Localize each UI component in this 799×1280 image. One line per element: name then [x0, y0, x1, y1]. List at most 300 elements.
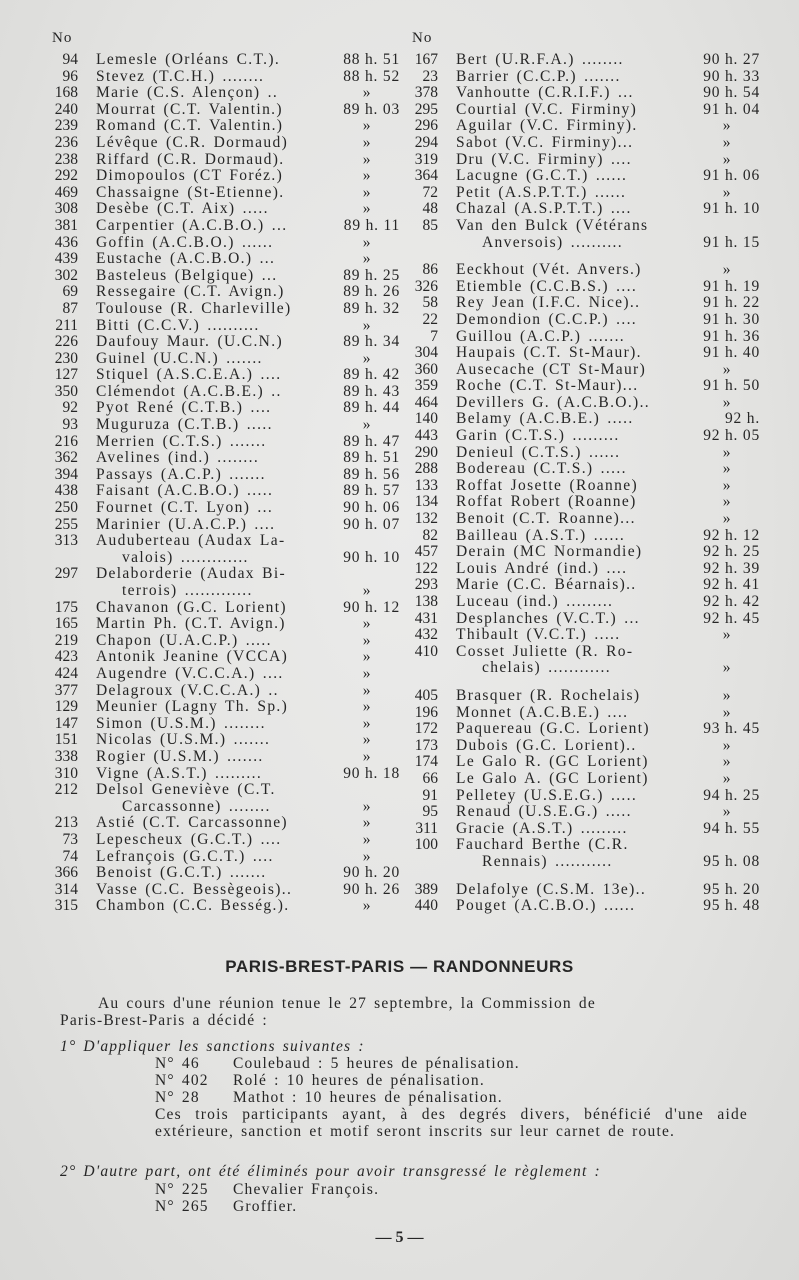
finish-time: 90 h. 20 [343, 864, 400, 882]
finish-time: 92 h. 42 [703, 593, 760, 610]
result-row [40, 898, 400, 915]
result-row [40, 135, 400, 152]
rider-number: 230 [54, 349, 78, 367]
rider-number: 23 [422, 67, 438, 85]
rider-number: 250 [54, 499, 78, 517]
rider-name-club: Martin Ph. (C.T. Avign.) [96, 616, 286, 633]
result-row [400, 262, 760, 279]
sanction-text: Coulebaud : 5 heures de pénalisation. [233, 1055, 520, 1072]
result-row [400, 329, 760, 346]
rider-name-club: Nicolas (U.S.M.) ....... [96, 732, 271, 749]
result-row [400, 69, 760, 86]
finish-time: 91 h. 04 [703, 100, 760, 118]
rider-number: 394 [54, 465, 78, 483]
finish-time: 94 h. 25 [703, 786, 760, 804]
rider-number: 240 [54, 100, 78, 118]
rider-number: 350 [54, 382, 78, 400]
result-row [40, 832, 400, 849]
finish-time: 94 h. 55 [703, 819, 760, 837]
rider-number: 364 [414, 167, 438, 185]
result-row [400, 511, 760, 528]
result-row [40, 384, 400, 401]
point-1-heading: 1° D'appliquer les sanctions suivantes : [60, 1038, 365, 1055]
rider-number: 96 [62, 67, 78, 85]
rider-number: 326 [414, 277, 438, 295]
finish-time: 91 h. 06 [703, 167, 760, 185]
sanction-text: Mathot : 10 heures de pénalisation. [233, 1089, 503, 1106]
finish-time: 91 h. 40 [703, 344, 760, 362]
rider-number: 423 [54, 648, 78, 666]
rider-number: 362 [54, 449, 78, 467]
rider-number: 338 [54, 747, 78, 765]
result-row-continuation [40, 583, 400, 600]
rider-number: 91 [422, 786, 438, 804]
rider-number: 92 [62, 399, 78, 417]
rider-club-continuation: Anversois) .......... [482, 234, 623, 251]
rider-number: 86 [422, 261, 438, 279]
finish-time: 95 h. 20 [703, 880, 760, 898]
rider-name-club: Vanhoutte (C.R.I.F.) ... [456, 85, 634, 102]
result-row [40, 118, 400, 135]
rider-name-club: Eustache (A.C.B.O.) ... [96, 251, 276, 268]
rider-number: 424 [54, 664, 78, 682]
finish-time: » [722, 803, 732, 821]
rider-name-club: Demondion (C.C.P.) .... [456, 311, 638, 328]
rider-name-club: Auduberteau (Audax La- [96, 533, 286, 550]
rider-number: 311 [415, 819, 438, 837]
rider-name-club: Courtial (V.C. Firminy) [456, 101, 638, 118]
result-row [40, 749, 400, 766]
finish-time: 89 h. 44 [343, 399, 400, 417]
results-column-left [40, 52, 400, 915]
finish-time: 92 h. 05 [703, 427, 760, 445]
result-row [400, 428, 760, 445]
rider-club-continuation: chelais) ............ [482, 660, 611, 677]
rider-name-club: Toulouse (R. Charleville) [96, 300, 292, 317]
result-row [400, 118, 760, 135]
finish-time: 95 h. 08 [703, 852, 760, 870]
number-placeholder [400, 854, 438, 871]
result-row [400, 688, 760, 705]
result-row [400, 185, 760, 202]
sanction-number: N° 46 [155, 1055, 200, 1072]
finish-time: » [362, 631, 372, 649]
sanction-text: Rolé : 10 heures de pénalisation. [233, 1072, 485, 1089]
result-row [400, 411, 760, 428]
result-row [40, 351, 400, 368]
finish-time: » [362, 681, 372, 699]
rider-name-club: Cosset Juliette (R. Ro- [456, 643, 634, 660]
result-row [400, 882, 760, 899]
rider-number: 127 [54, 366, 78, 384]
rider-name-club: Haupais (C.T. St-Maur). [456, 345, 642, 362]
result-row [40, 235, 400, 252]
finish-time: 90 h. 07 [343, 515, 400, 533]
result-row [400, 754, 760, 771]
rider-name-club: Lefrançois (G.C.T.) .... [96, 848, 274, 865]
rider-name-club: Lemesle (Orléans C.T.). [96, 52, 281, 68]
result-row [40, 185, 400, 202]
finish-time: » [362, 747, 372, 765]
finish-time: 91 h. 10 [703, 200, 760, 218]
finish-time: 89 h. 32 [343, 299, 400, 317]
rider-number: 296 [414, 117, 438, 135]
result-row [400, 611, 760, 628]
column-header-left: No [52, 30, 73, 46]
rider-number: 74 [62, 847, 78, 865]
result-row [400, 788, 760, 805]
rider-name-club: Devillers G. (A.C.B.O.).. [456, 394, 651, 411]
number-placeholder [400, 235, 438, 252]
rider-number: 213 [54, 814, 78, 832]
rider-number: 58 [422, 294, 438, 312]
number-placeholder [40, 550, 78, 567]
finish-time: 92 h. [725, 410, 760, 428]
result-row [40, 849, 400, 866]
rider-number: 174 [414, 753, 438, 771]
rider-name-club: Chambon (C.C. Besség.). [96, 898, 290, 915]
result-row [40, 467, 400, 484]
rider-number: 410 [414, 642, 438, 660]
finish-time: 91 h. 50 [703, 377, 760, 395]
rider-name-club: Thibault (V.C.T.) ..... [456, 627, 621, 644]
finish-time: 91 h. 15 [703, 233, 760, 251]
result-row [40, 434, 400, 451]
result-row [40, 367, 400, 384]
result-row [40, 865, 400, 882]
result-row [400, 494, 760, 511]
rider-name-club: Goffin (A.C.B.O.) ...... [96, 234, 274, 251]
result-row [40, 52, 400, 69]
rider-name-club: Derain (MC Normandie) [456, 544, 643, 561]
rider-number: 122 [414, 559, 438, 577]
rider-name-club: Pouget (A.C.B.O.) ...... [456, 898, 636, 915]
rider-number: 308 [54, 200, 78, 218]
result-row-continuation [40, 799, 400, 816]
finish-time: 91 h. 36 [703, 327, 760, 345]
rider-name-club: Chazal (A.S.P.T.T.) .... [456, 201, 632, 218]
rider-name-club: Fauchard Berthe (C.R. [456, 837, 629, 854]
result-row [40, 766, 400, 783]
result-row [400, 771, 760, 788]
rider-number: 82 [422, 526, 438, 544]
finish-time: » [722, 183, 732, 201]
result-row [40, 649, 400, 666]
rider-name-club: Simon (U.S.M.) ........ [96, 715, 266, 732]
result-row [400, 627, 760, 644]
rider-name-club: Marinier (U.A.C.P.) .... [96, 516, 276, 533]
rider-name-club: Vasse (C.C. Bessègeois).. [96, 881, 293, 898]
rider-name-club: Carpentier (A.C.B.O.) ... [96, 217, 288, 234]
rider-number: 255 [54, 515, 78, 533]
finish-time: » [722, 753, 732, 771]
rider-name-club: Meunier (Lagny Th. Sp.) [96, 699, 289, 716]
time-placeholder [334, 533, 400, 550]
result-row [400, 561, 760, 578]
result-row [40, 450, 400, 467]
result-row [40, 201, 400, 218]
rider-name-club: Bodereau (C.T.S.) ..... [456, 461, 627, 478]
column-header-right: No [412, 30, 433, 46]
finish-time: 89 h. 34 [343, 333, 400, 351]
result-row [40, 268, 400, 285]
result-row [40, 633, 400, 650]
rider-number: 295 [414, 100, 438, 118]
finish-time: 92 h. 39 [703, 559, 760, 577]
rider-number: 73 [62, 830, 78, 848]
result-row [40, 102, 400, 119]
rider-number: 138 [414, 593, 438, 610]
finish-time: » [362, 416, 372, 434]
rider-number: 378 [414, 84, 438, 102]
result-row [40, 533, 400, 550]
rider-number: 134 [414, 493, 438, 511]
eliminated-name: Chevalier François. [233, 1181, 380, 1198]
result-row [40, 517, 400, 534]
finish-time: » [722, 261, 732, 279]
finish-time: 92 h. 45 [703, 609, 760, 627]
rider-number: 440 [414, 897, 438, 915]
finish-time: » [722, 703, 732, 721]
result-row [40, 69, 400, 86]
eliminated-item [155, 1198, 379, 1215]
rider-number: 469 [54, 183, 78, 201]
rider-number: 22 [422, 310, 438, 328]
finish-time: 92 h. 41 [703, 576, 760, 594]
rider-number: 7 [430, 327, 438, 345]
result-row [400, 395, 760, 412]
result-row [40, 218, 400, 235]
result-row [400, 821, 760, 838]
result-row [40, 683, 400, 700]
rider-name-club: Fournet (C.T. Lyon) ... [96, 500, 274, 517]
finish-time: 90 h. 33 [703, 67, 760, 85]
finish-time: 88 h. 52 [343, 67, 400, 85]
rider-number: 297 [54, 565, 78, 583]
result-row [400, 644, 760, 661]
sanction-number: N° 402 [155, 1072, 209, 1089]
result-row [40, 152, 400, 169]
result-row [40, 716, 400, 733]
rider-name-club: Chassaigne (St-Etienne). [96, 184, 285, 201]
finish-time: » [722, 393, 732, 411]
rider-number: 315 [54, 897, 78, 915]
finish-time: » [362, 250, 372, 268]
intro-line-2: Paris-Brest-Paris a décidé : [60, 1012, 268, 1029]
rider-name-club: Daufouy Maur. (U.C.N.) [96, 334, 283, 351]
rider-name-club: Dimopoulos (CT Foréz.) [96, 168, 284, 185]
result-row [400, 478, 760, 495]
result-row [400, 738, 760, 755]
result-row [40, 301, 400, 318]
finish-time: » [362, 664, 372, 682]
rider-club-continuation: Carcassonne) ........ [122, 798, 271, 815]
eliminated-list [155, 1181, 379, 1215]
rider-number: 69 [62, 283, 78, 301]
rider-number: 85 [422, 216, 438, 234]
rider-number: 140 [414, 410, 438, 428]
result-row [40, 251, 400, 268]
finish-time: 89 h. 26 [343, 283, 400, 301]
rider-number: 216 [54, 432, 78, 450]
result-row [400, 312, 760, 329]
rider-name-club: Sabot (V.C. Firminy)... [456, 134, 634, 151]
result-row [40, 400, 400, 417]
rider-number: 211 [55, 316, 78, 334]
rider-number: 366 [54, 864, 78, 882]
result-row [40, 732, 400, 749]
finish-time: » [362, 830, 372, 848]
result-row-continuation [400, 660, 760, 677]
eliminated-name: Groffier. [233, 1198, 298, 1215]
result-row [40, 815, 400, 832]
rider-name-club: Merrien (C.T.S.) ....... [96, 433, 267, 450]
rider-number: 319 [414, 150, 438, 168]
rider-name-club: Avelines (ind.) ........ [96, 450, 260, 467]
finish-time: 95 h. 48 [703, 897, 760, 915]
result-row-continuation [40, 550, 400, 567]
rider-number: 438 [54, 482, 78, 500]
result-row [400, 362, 760, 379]
result-row-continuation [400, 854, 760, 871]
result-row [40, 85, 400, 102]
rider-number: 432 [414, 626, 438, 644]
rider-number: 292 [54, 167, 78, 185]
rider-name-club: Rey Jean (I.F.C. Nice).. [456, 295, 641, 312]
rider-number: 389 [414, 880, 438, 898]
result-row [40, 417, 400, 434]
result-row [400, 594, 760, 611]
rider-name-club: Antonik Jeanine (VCCA) [96, 649, 289, 666]
number-placeholder [40, 799, 78, 816]
finish-time: 92 h. 25 [703, 543, 760, 561]
rider-name-club: Delafolye (C.S.M. 13e).. [456, 881, 647, 898]
rider-number: 196 [414, 703, 438, 721]
finish-time: » [722, 360, 732, 378]
finish-time: » [722, 133, 732, 151]
result-row [40, 666, 400, 683]
time-placeholder [694, 218, 760, 235]
result-row [400, 445, 760, 462]
result-row [400, 85, 760, 102]
rider-number: 129 [54, 698, 78, 716]
rider-name-club: Muguruza (C.T.B.) ..... [96, 417, 273, 434]
rider-number: 100 [414, 836, 438, 854]
sanction-note: Ces trois participants ayant, à des degrés divers, bénéficié d'une aide extérieure, sanction et motif seront inscrits sur leur carnet de route. [155, 1106, 748, 1140]
rider-number: 304 [414, 344, 438, 362]
rider-name-club: Bert (U.R.F.A.) ........ [456, 52, 624, 68]
rider-name-club: Aguilar (V.C. Firminy). [456, 118, 638, 135]
result-row [40, 483, 400, 500]
result-row-continuation [400, 235, 760, 252]
finish-time: » [362, 648, 372, 666]
finish-time: » [722, 117, 732, 135]
finish-time: » [722, 493, 732, 511]
rider-name-club: Denieul (C.T.S.) ...... [456, 444, 621, 461]
rider-name-club: Dru (V.C. Firminy) .... [456, 151, 632, 168]
result-row [400, 52, 760, 69]
result-row [400, 135, 760, 152]
finish-time: 88 h. 51 [343, 51, 400, 68]
rider-number: 431 [414, 609, 438, 627]
rider-number: 94 [62, 51, 78, 68]
rider-name-club: Roffat Josette (Roanne) [456, 477, 638, 494]
eliminated-number: N° 265 [155, 1198, 209, 1215]
finish-time: » [722, 510, 732, 528]
rider-number: 238 [54, 150, 78, 168]
result-row [400, 168, 760, 185]
finish-time: 90 h. 27 [703, 51, 760, 68]
rider-number: 236 [54, 133, 78, 151]
rider-number: 72 [422, 183, 438, 201]
finish-time: » [362, 84, 372, 102]
rider-name-club: Garin (C.T.S.) ......... [456, 428, 620, 445]
eliminated-item [155, 1181, 379, 1198]
finish-time: 90 h. 10 [343, 548, 400, 566]
rider-name-club: Guillou (A.C.P.) ....... [456, 328, 626, 345]
rider-name-club: Ressegaire (C.T. Avign.) [96, 284, 285, 301]
rider-number: 377 [54, 681, 78, 699]
rider-name-club: Vigne (A.S.T.) ......... [96, 765, 263, 782]
rider-name-club: Delagroux (V.C.C.A.) .. [96, 682, 279, 699]
sanction-item [155, 1072, 520, 1089]
finish-time: » [362, 150, 372, 168]
rider-number: 167 [414, 51, 438, 68]
finish-time: » [722, 686, 732, 704]
rider-name-club: Petit (A.S.P.T.T.) ...... [456, 184, 627, 201]
rider-club-continuation: terrois) ............. [122, 583, 253, 599]
rider-name-club: Brasquer (R. Rochelais) [456, 687, 641, 704]
rider-number: 436 [54, 233, 78, 251]
rider-name-club: Augendre (V.C.C.A.) .... [96, 665, 284, 682]
rider-club-continuation: Rennais) ........... [482, 853, 613, 870]
finish-time: » [362, 316, 372, 334]
time-placeholder [694, 644, 760, 661]
eliminated-number: N° 225 [155, 1181, 209, 1198]
rider-name-club: Etiemble (C.C.B.S.) .... [456, 278, 638, 295]
result-row [40, 334, 400, 351]
rider-number: 133 [414, 476, 438, 494]
rider-number: 95 [422, 803, 438, 821]
rider-number: 457 [414, 543, 438, 561]
finish-time: » [362, 797, 372, 815]
rider-number: 381 [54, 216, 78, 234]
rider-name-club: Renaud (U.S.E.G.) ..... [456, 804, 632, 821]
result-row [40, 882, 400, 899]
rider-name-club: Le Galo R. (GC Lorient) [456, 754, 649, 771]
finish-time: 89 h. 43 [343, 382, 400, 400]
rider-name-club: Rogier (U.S.M.) ....... [96, 748, 264, 765]
rider-number: 405 [414, 686, 438, 704]
finish-time: 90 h. 54 [703, 84, 760, 102]
rider-name-club: Lepescheux (G.C.T.) .... [96, 831, 282, 848]
rider-name-club: Guinel (U.C.N.) ....... [96, 350, 263, 367]
rider-number: 87 [62, 299, 78, 317]
result-row [400, 295, 760, 312]
finish-time: 90 h. 26 [343, 880, 400, 898]
rider-name-club: Desèbe (C.T. Aix) ..... [96, 201, 269, 218]
rider-name-club: Lévêque (C.R. Dormaud) [96, 134, 289, 151]
finish-time: 89 h. 11 [343, 216, 400, 234]
finish-time: » [362, 117, 372, 135]
number-placeholder [400, 660, 438, 677]
finish-time: » [362, 814, 372, 832]
sanction-item [155, 1089, 520, 1106]
finish-time: » [722, 150, 732, 168]
finish-time: » [362, 167, 372, 185]
rider-number: 226 [54, 333, 78, 351]
rider-name-club: Astié (C.T. Carcassonne) [96, 815, 288, 832]
